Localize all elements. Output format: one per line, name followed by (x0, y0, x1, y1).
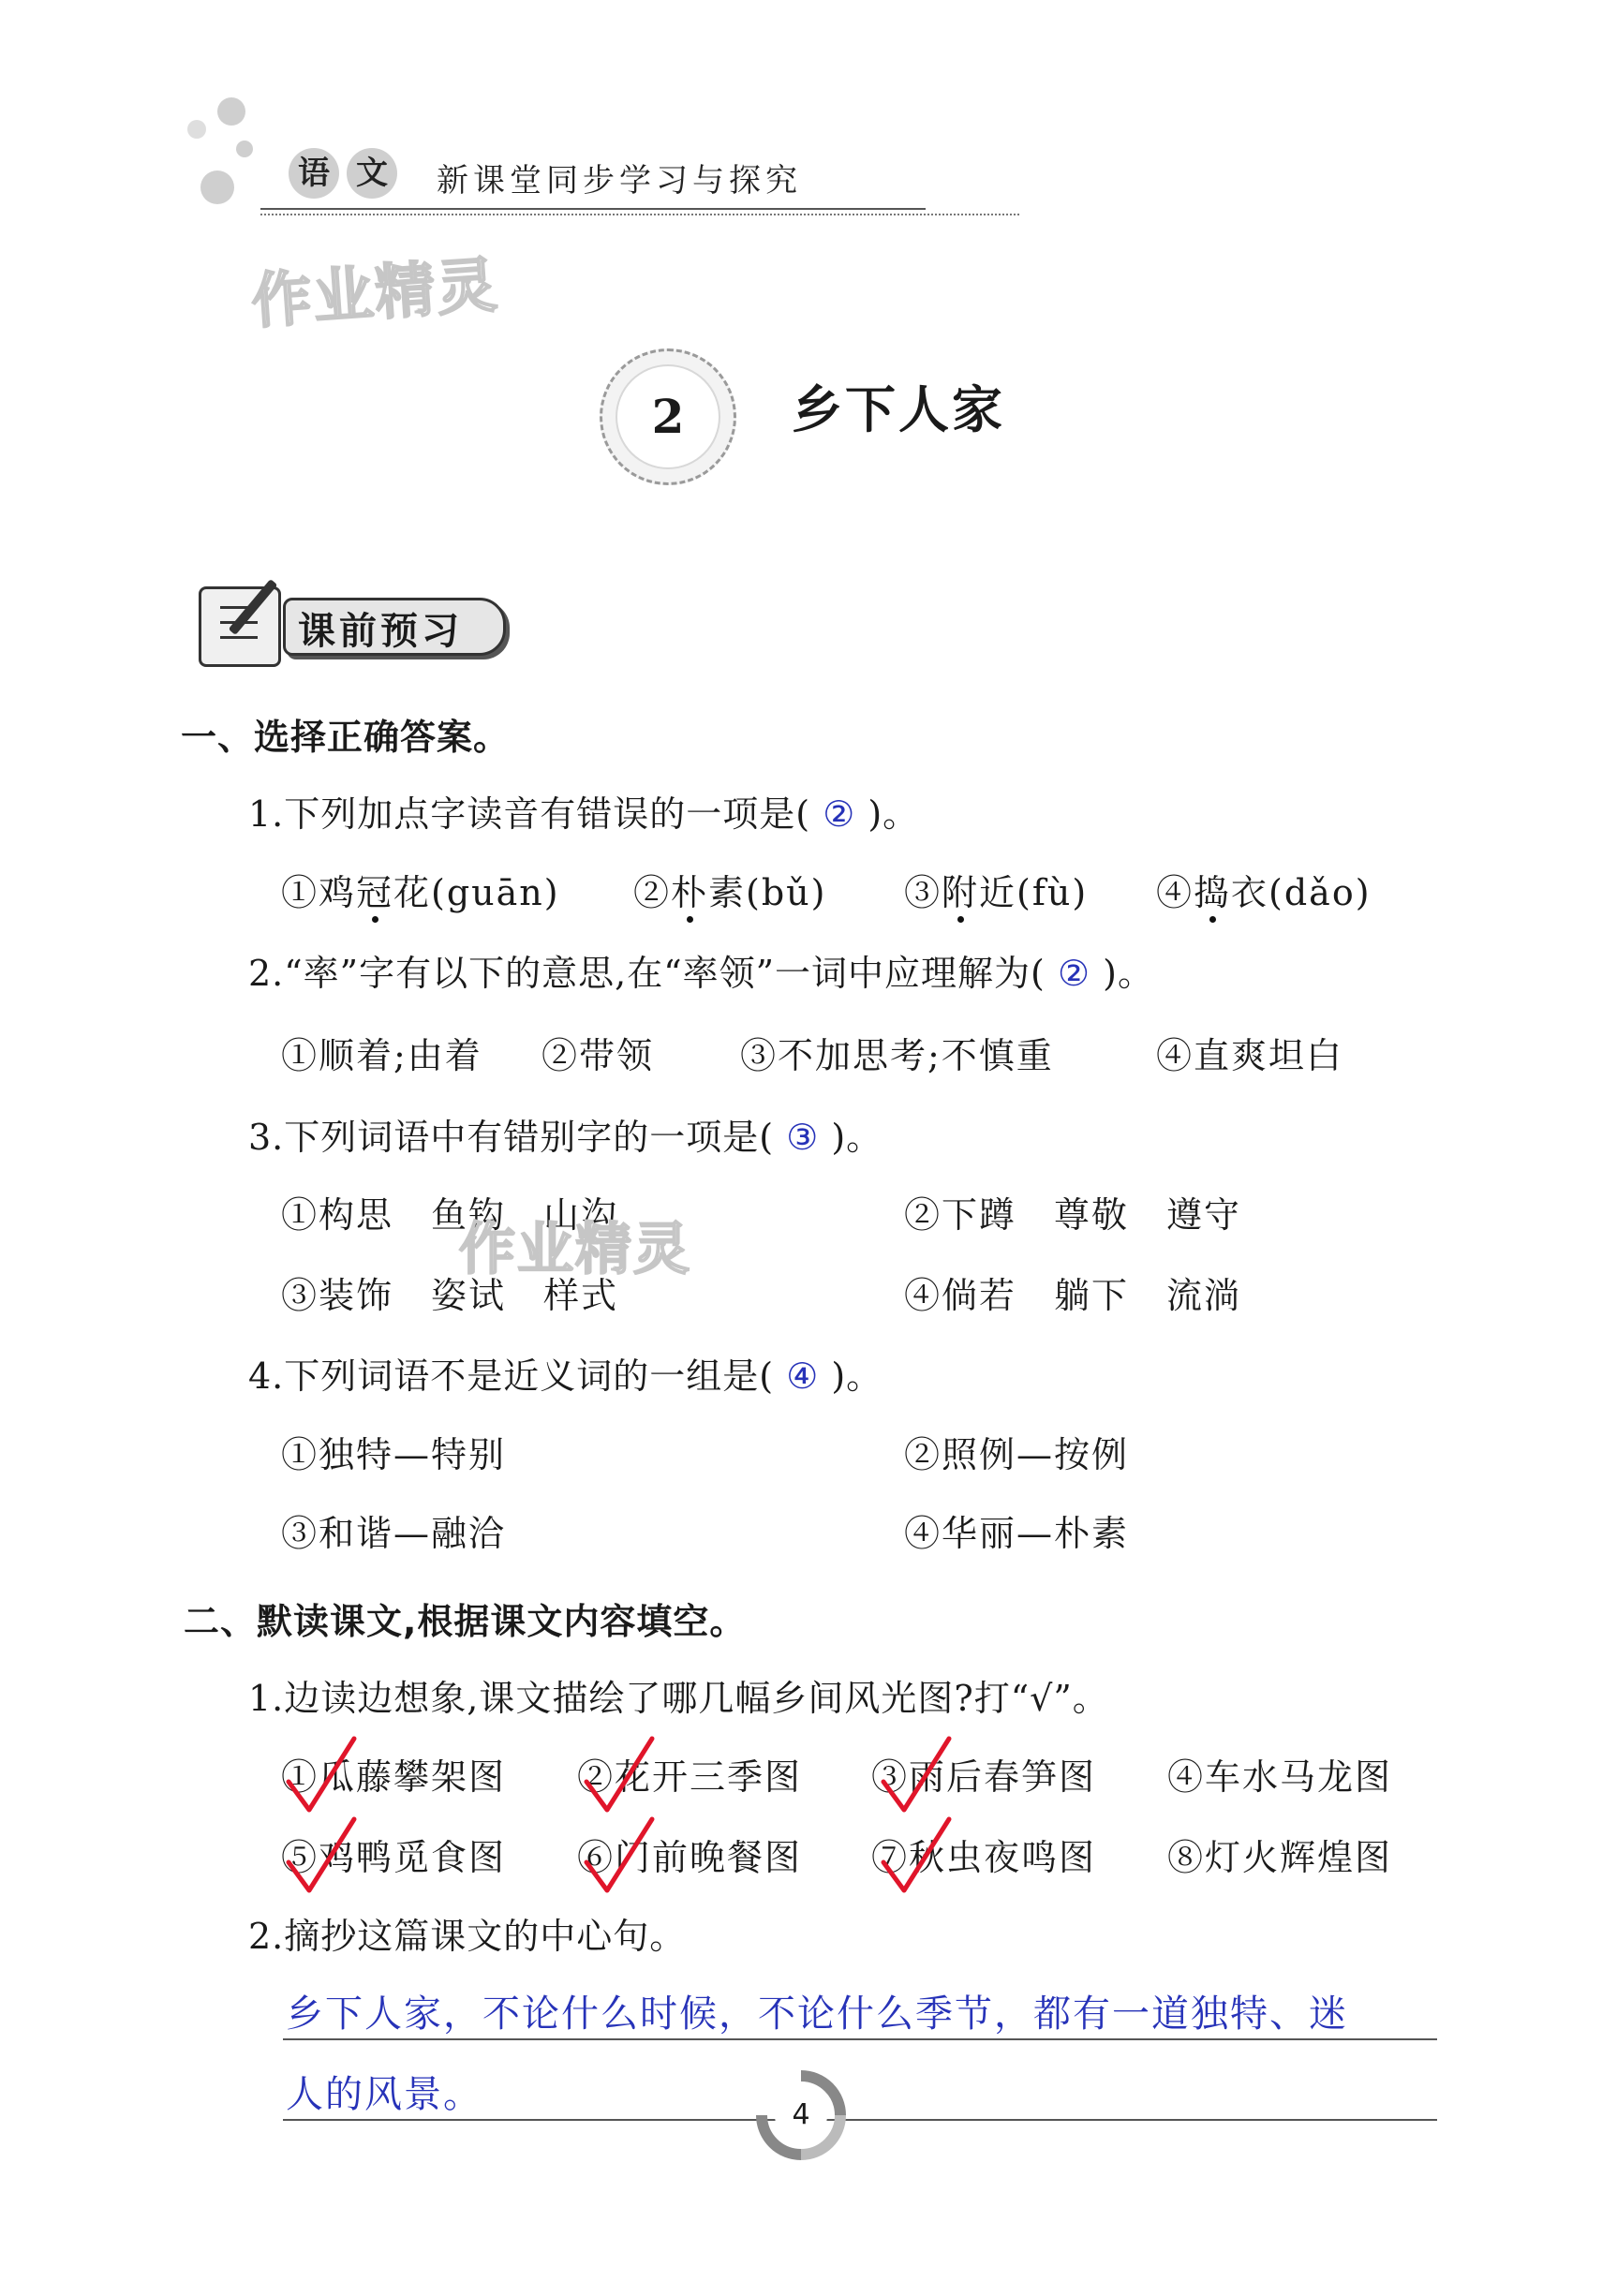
check-mark-icon (579, 1733, 663, 1817)
option: ③雨后春笋图 (871, 1756, 1097, 1798)
option: ⑤鸡鸭觅食图 (281, 1837, 507, 1878)
question-suffix: )。 (831, 1355, 883, 1397)
decor-dot (217, 97, 245, 126)
option: ②照例—按例 (904, 1434, 1130, 1475)
option: ①鸡冠花(guān) (281, 872, 560, 913)
option: ④华丽—朴素 (904, 1513, 1130, 1554)
answer-mark: ③ (786, 1117, 820, 1158)
lesson-title: 乡下人家 (792, 379, 1005, 439)
lesson-number-badge (600, 348, 736, 485)
question-2-2: 2.摘抄这篇课文的中心句。 (248, 1916, 687, 1957)
banner-label: 课前预习 (298, 610, 463, 653)
option: ⑧灯火辉煌图 (1167, 1837, 1393, 1878)
option: ①构思 鱼钩 山沟 (281, 1194, 619, 1236)
question-1-1 (248, 785, 919, 837)
lesson-number: 2 (617, 366, 719, 467)
option: ①顺着;由着 (281, 1035, 482, 1076)
watermark: 作业精灵 (459, 1217, 691, 1282)
check-mark-icon (281, 1814, 365, 1898)
dotted-char: 捣 (1194, 872, 1232, 913)
answer-line: 乡下人家，不论什么时候，不论什么季节，都有一道独特、迷 (286, 1992, 1348, 2036)
option: ③装饰 姿试 样式 (281, 1275, 619, 1316)
page-number-badge (754, 2068, 848, 2162)
question-text: 4.下列词语不是近义词的一组是( (248, 1355, 775, 1397)
option: ②花开三季图 (577, 1756, 803, 1798)
section-banner (199, 581, 517, 661)
subject-char: 文 (356, 155, 388, 192)
decor-dot (200, 170, 234, 204)
option: ④车水马龙图 (1167, 1756, 1393, 1798)
check-mark-icon (876, 1814, 960, 1898)
question-text: 1.下列加点字读音有错误的一项是( (248, 793, 811, 835)
question-suffix: )。 (868, 793, 920, 835)
option: ③和谐—融洽 (281, 1513, 507, 1554)
answer-mark: ④ (786, 1355, 820, 1397)
option: ①独特—特别 (281, 1434, 507, 1475)
subject-char-circle (289, 148, 339, 199)
option: ②带领 (541, 1035, 655, 1076)
section1-heading: 一、选择正确答案。 (181, 717, 511, 758)
option: ②下蹲 尊敬 遵守 (904, 1194, 1242, 1236)
clipboard-icon (199, 586, 281, 667)
option: ④倘若 躺下 流淌 (904, 1275, 1242, 1316)
question-2-1: 1.边读边想象,课文描绘了哪几幅乡间风光图?打“√”。 (248, 1678, 1109, 1719)
header-dotted-rule (260, 214, 1019, 215)
question-1-3 (248, 1108, 883, 1160)
page-number: 4 (792, 2098, 810, 2131)
book-title: 新课堂同步学习与探究 (437, 162, 802, 200)
option: ⑥门前晚餐图 (577, 1837, 803, 1878)
answer-underline (283, 2038, 1437, 2040)
check-mark-icon (876, 1733, 960, 1817)
answer-mark: ② (1057, 953, 1091, 994)
option: ②朴素(bǔ) (633, 872, 827, 913)
subject-char-circle (347, 148, 397, 199)
answer-line: 人的风景。 (286, 2073, 482, 2116)
option: ③不加思考;不慎重 (740, 1035, 1054, 1076)
section2-heading: 二、默读课文,根据课文内容填空。 (184, 1601, 747, 1642)
question-1-2 (248, 944, 1154, 996)
option: ④直爽坦白 (1156, 1035, 1344, 1076)
option: ⑦秋虫夜鸣图 (871, 1837, 1097, 1878)
dotted-char: 朴 (671, 872, 709, 913)
question-suffix: )。 (1103, 953, 1154, 994)
option: ④捣衣(dǎo) (1156, 872, 1372, 913)
dotted-char: 冠 (356, 872, 394, 913)
question-suffix: )。 (831, 1117, 883, 1158)
answer-underline (283, 2119, 1437, 2121)
decor-dot (187, 120, 206, 139)
question-1-4 (248, 1347, 883, 1399)
dotted-char: 附 (942, 872, 980, 913)
question-text: 2.“率”字有以下的意思,在“率领”一词中应理解为( (248, 953, 1046, 994)
subject-char: 语 (298, 155, 330, 192)
question-text: 3.下列词语中有错别字的一项是( (248, 1117, 775, 1158)
check-mark-icon (579, 1814, 663, 1898)
header-rule (260, 208, 926, 210)
answer-mark: ② (823, 793, 856, 835)
option: ①瓜藤攀架图 (281, 1756, 507, 1798)
option: ③附近(fù) (904, 872, 1089, 913)
decor-dot (236, 141, 253, 157)
watermark: 作业精灵 (249, 250, 501, 338)
check-mark-icon (281, 1733, 365, 1817)
